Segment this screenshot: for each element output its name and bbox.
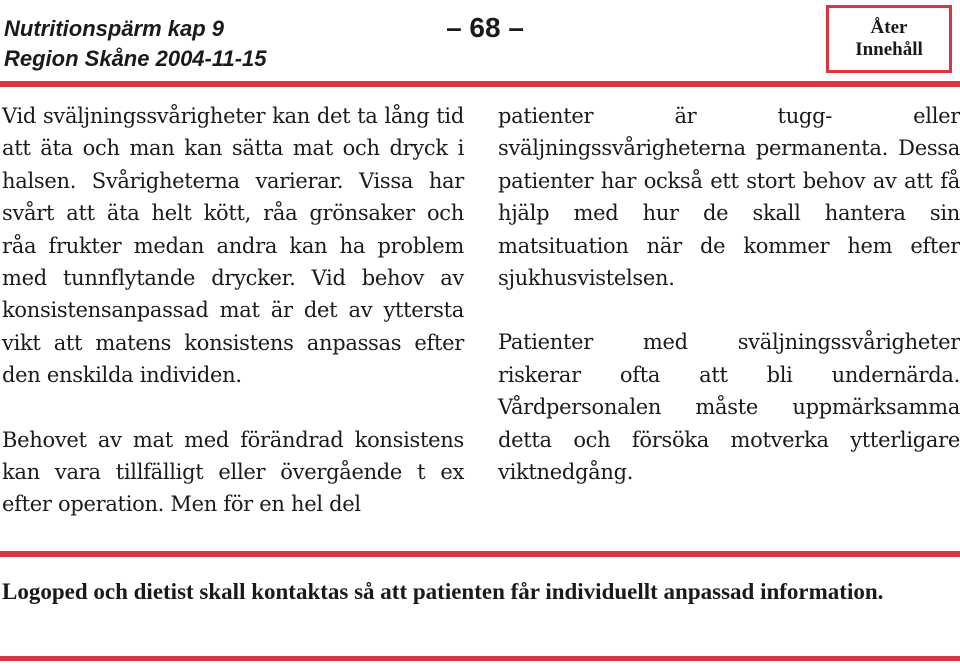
header-region-date: Region Skåne 2004-11-15 xyxy=(4,46,267,71)
back-button-label-line1: Åter xyxy=(870,17,908,38)
body-paragraph: Behovet av mat med förändrad konsistens kan vara tillfälligt eller övergående t ex efter operation. Men för en hel del xyxy=(2,427,464,517)
document-header xyxy=(4,14,267,74)
footer-note: Logoped och dietist skall kontaktas så att patienten får individuellt anpassad information. xyxy=(2,579,884,604)
footer-divider-bottom xyxy=(0,656,960,661)
body-paragraph: patienter är tugg- eller sväljningssvårigheterna permanenta. Dessa patienter har också ett stort behov av att få hjälp med hur de skall hantera sin matsituation när de kommer hem efter sjukhusvistelsen. xyxy=(498,104,960,291)
body-paragraph: Patienter med sväljningssvårigheter riskerar ofta att bli undernärda. Vårdpersonalen måste uppmärksamma detta och försöka motverka ytterligare viktnedgång. xyxy=(498,330,960,485)
right-column xyxy=(498,100,960,520)
footer-divider-top xyxy=(0,551,960,557)
left-column xyxy=(2,100,464,553)
header-chapter: Nutritionspärm kap 9 xyxy=(4,16,225,41)
back-button-label-line2: Innehåll xyxy=(855,39,923,60)
back-to-contents-button[interactable] xyxy=(826,5,952,73)
body-paragraph: Vid sväljningssvårigheter kan det ta lång tid att äta och man kan sätta mat och dryck i halsen. Svårigheterna varierar. Vissa har svårt att äta helt kött, råa grönsaker och råa frukter medan andra kan ha problem med tunnflytande drycker. Vid behov av konsistensanpassad mat är det av yttersta vikt att matens konsistens anpassas efter den enskilda individen. xyxy=(2,104,464,388)
page-number: – 68 – xyxy=(446,12,524,43)
top-divider xyxy=(0,81,960,87)
